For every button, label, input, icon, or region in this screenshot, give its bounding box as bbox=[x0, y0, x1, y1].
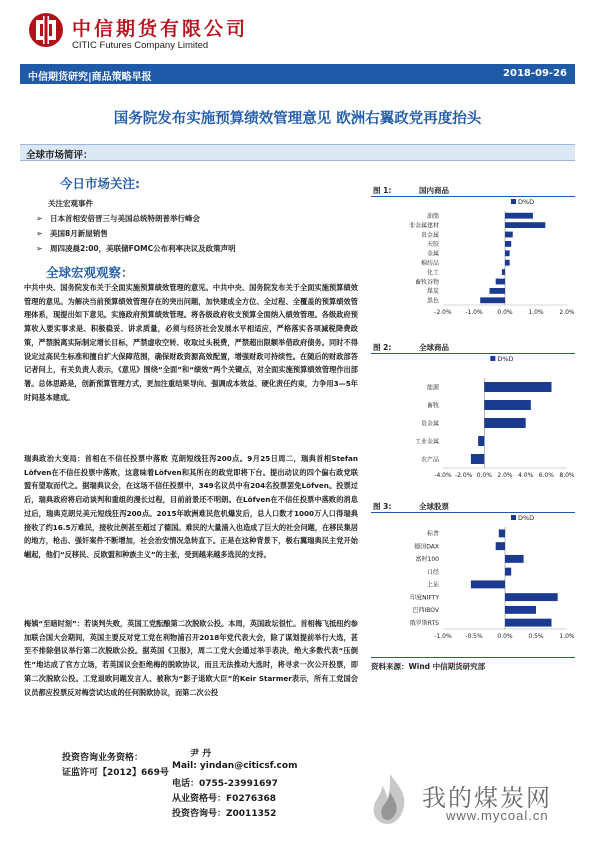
macro-paragraph-3: 梅姨“至暗时刻”：若谈判失败，英国工党酝酿第二次脱欧公投。本周，英国政坛很忙。首相梅飞抵纽约参加联合国大会期间，英国主要反对党工党在利物浦召开2018年党代表大会，除了谋划提前举行大选，甚至不排除倡议举行第二次脱欧公投。据英国《卫报》，周二工党大会通过举手表决，绝大多数代表“压倒性”地达成了官方立场，若英国议会拒绝梅的脱欧协议，而且无法推动大选时，将寻求一次公开投票，即第二次脱欧公投。工党退欧问题发言人、被称为“影子退欧大臣”的Keir Starmer表示，所有工党国会议员都应投票反对梅尝试达成的任何脱欧协议，而第二次公投 bbox=[24, 619, 358, 697]
legend-label: D%D bbox=[497, 355, 514, 363]
category-label: 棉纺品 bbox=[420, 260, 439, 267]
category-label: 贵金属 bbox=[420, 420, 439, 428]
chart-legend bbox=[511, 198, 534, 206]
category-label: 天胶 bbox=[426, 241, 439, 249]
chart-legend bbox=[511, 514, 534, 522]
category-label: 化工 bbox=[426, 269, 439, 277]
category-label: 畜牧谷物 bbox=[414, 278, 439, 286]
report-title: 国务院发布实施预算绩效管理意见 欧洲右翼政党再度抬头 bbox=[113, 111, 482, 127]
report-header bbox=[0, 0, 595, 62]
tick-label: -1.0% bbox=[434, 633, 452, 640]
analyst-cert-2: 投资咨询号：Z0011352 bbox=[172, 809, 277, 819]
category-label: 金属 bbox=[426, 250, 439, 258]
tick-label: 0.0% bbox=[476, 472, 492, 479]
category-label: 工业金属 bbox=[414, 438, 439, 446]
chart-global-equities bbox=[371, 513, 575, 647]
macro-paragraph-1: 中共中央、国务院发布关于全面实施预算绩效管理的意见。中共中央、国务院发布关于全面实施预算绩效管理的意见。为解决当前预算绩效管理存在的突出问题，加快建成全方位、全过程、全覆盖的预算绩效管理体系，现提出如下意见。实施政府预算绩效管理。将各级政府收支预算全面纳入绩效管理。各级政府预算收入要实事求是、积极稳妥、讲求质量，必须与经济社会发展水平相适应，严格落实各项减税降费政策，严禁脱离实际制定增长目标，严禁虚收空转、收取过头税费，严禁超出限额举借政府债务。同时不得设定过高民生标准和擅自扩大保障范围，确保财政资源高效配置，增强财政可持续性。在随后的财政部答记者问上，有关负责人表示，《意见》围绕“全面”和“绩效”两个关键点，对全面实施预算绩效管理作出部署。总体思路是，创新预算管理方式，更加注重结果导向、强调成本效益、硬化责任约束，力争用3—5年时间基本建成。 bbox=[24, 283, 358, 402]
watermark-text-en: www.mycoal.cn bbox=[446, 808, 549, 823]
category-label: 油脂 bbox=[426, 213, 439, 220]
figure-title bbox=[371, 340, 575, 354]
tick-label: -2.0% bbox=[434, 309, 452, 316]
bar bbox=[505, 260, 510, 266]
figure-title bbox=[371, 499, 575, 513]
company-name-cn: 中信期货有限公司 bbox=[72, 18, 249, 40]
bar bbox=[505, 568, 511, 576]
bar bbox=[480, 297, 505, 303]
list-item: ➢ 周四凌晨2:00，美联储FOMC公布利率决议及政策声明 bbox=[36, 244, 236, 253]
bar bbox=[505, 222, 545, 228]
bar bbox=[496, 542, 505, 550]
bar bbox=[505, 619, 552, 627]
tick-label: 8.0% bbox=[559, 472, 575, 479]
tick-label: -1.0% bbox=[465, 309, 483, 316]
bar bbox=[505, 213, 533, 219]
category-label: 印度NIFTY bbox=[410, 594, 439, 602]
figure-number: 图 1: bbox=[373, 186, 392, 195]
focus-heading: 今日市场关注: bbox=[60, 176, 140, 191]
legend-label: D%D bbox=[518, 198, 535, 206]
analyst-name: 尹 丹 bbox=[190, 749, 212, 759]
watermark-text-cn: 我的煤炭网 bbox=[422, 784, 552, 812]
bar bbox=[490, 288, 506, 294]
legend-swatch bbox=[490, 356, 495, 361]
report-category: 中信期货研究|商品策略早报 bbox=[28, 72, 152, 83]
flame-logo-icon bbox=[360, 770, 420, 830]
list-item: ➢ 美国8月新屋销售 bbox=[36, 229, 108, 238]
chart-domestic-commodities bbox=[371, 197, 575, 325]
category-label: 巴西IBOV bbox=[412, 607, 439, 615]
category-label: 农产品 bbox=[420, 456, 439, 464]
tick-label: 0.0% bbox=[497, 309, 513, 316]
bar bbox=[484, 418, 525, 428]
tick-label: 2.0% bbox=[497, 472, 513, 479]
legend-swatch bbox=[511, 515, 516, 520]
legend-swatch bbox=[511, 199, 516, 204]
category-label: 黑色 bbox=[426, 297, 439, 305]
watermark bbox=[360, 770, 590, 830]
figure-caption: 国内商品 bbox=[419, 186, 449, 195]
section-header bbox=[20, 144, 575, 161]
category-label: 非金属建材 bbox=[408, 222, 439, 230]
tick-label: -0.5% bbox=[465, 633, 483, 640]
bar bbox=[502, 269, 505, 275]
category-label: 日经 bbox=[426, 568, 439, 576]
category-label: 贵金属 bbox=[420, 231, 439, 239]
analyst-phone: 电话：0755-23991697 bbox=[172, 779, 278, 789]
category-label: 上证 bbox=[426, 581, 439, 589]
category-label: 能源 bbox=[426, 384, 439, 392]
bar bbox=[478, 436, 484, 446]
arrow-bullet-icon: ➢ bbox=[36, 229, 43, 238]
bar bbox=[471, 454, 484, 464]
bar bbox=[505, 555, 524, 563]
citic-logo-icon bbox=[28, 12, 64, 48]
bar bbox=[505, 593, 558, 601]
chart-global-commodities bbox=[371, 354, 575, 486]
arrow-bullet-icon: ➢ bbox=[36, 214, 43, 223]
bar bbox=[505, 606, 536, 614]
macro-paragraph-2: 瑞典政治大变局：首相在不信任投票中落败 克朗短线狂泻200点。9月25日周二，瑞典首相Stefan Löfven在不信任投票中落败，这意味着Löfven和其所在的政党即将下台。提出动议的四个偏右政党联盟有望取而代之。据瑞典议会，在这场不信任投票中，349名议员中有204名投票罢免Löfven。投票过后，瑞典政府将启动谈判和重组的漫长过程，目前前景还不明朗。在Löfven在不信任投票中落败的消息过后，瑞典克朗兑美元短线狂泻200点。2015年欧洲难民危机爆发后，总人口数才1000万人口得瑞典接收了约16.5万难民，接收比例甚至超过了德国。难民的大量涌入也造成了巨大的社会问题，在移民集居的地方，枪击、强奸案件不断增加，社会治安情况急转直下。正是在这种背景下，极右翼瑞典民主党开始崛起，他们“反移民、反欧盟和种族主义”的主张，受到越来越多选民的支持。 bbox=[24, 454, 358, 559]
analyst-cert-1: 从业资格号：F0276368 bbox=[172, 794, 276, 804]
bar bbox=[496, 279, 505, 285]
tick-label: 1.0% bbox=[559, 633, 575, 640]
category-label: 德国DAX bbox=[414, 543, 439, 551]
category-label: 俄罗斯RTS bbox=[409, 619, 439, 627]
macro-heading: 全球宏观观察： bbox=[46, 265, 134, 280]
figure-source: 资料来源：Wind 中信期货研究部 bbox=[371, 657, 575, 672]
figure-caption: 全球股票 bbox=[419, 502, 449, 511]
tick-label: -2.0% bbox=[454, 472, 473, 479]
chart-legend bbox=[490, 355, 513, 363]
focus-list bbox=[36, 211, 356, 256]
focus-label: 关注宏观事件 bbox=[48, 199, 93, 208]
category-label: 煤炭 bbox=[426, 288, 439, 296]
legend-label: D%D bbox=[518, 514, 535, 522]
analyst-email: Mail: yindan@citicsf.com bbox=[172, 761, 298, 771]
bar bbox=[505, 250, 510, 256]
section-title: 全球市场简评： bbox=[26, 150, 93, 161]
bar bbox=[471, 580, 505, 588]
tick-label: 1.0% bbox=[528, 309, 544, 316]
report-type-bar bbox=[20, 64, 575, 84]
category-label: 标普 bbox=[426, 530, 439, 538]
list-item: ➢ 日本首相安倍晋三与美国总统特朗普举行峰会 bbox=[36, 214, 200, 223]
tick-label: 6.0% bbox=[538, 472, 554, 479]
tick-label: -4.0% bbox=[434, 472, 452, 479]
arrow-bullet-icon: ➢ bbox=[36, 244, 43, 253]
figure-caption: 全球商品 bbox=[419, 343, 449, 352]
figure-number: 图 2: bbox=[373, 343, 392, 352]
tick-label: 0.5% bbox=[528, 633, 544, 640]
category-label: 富时100 bbox=[415, 556, 439, 564]
category-label: 畜牧 bbox=[426, 402, 439, 410]
report-date: 2018-09-26 bbox=[503, 68, 567, 79]
bar bbox=[484, 400, 531, 410]
license-label: 投资咨询业务资格： bbox=[62, 753, 144, 763]
figure-title bbox=[371, 183, 575, 197]
company-name-en: CITIC Futures Company Limited bbox=[72, 40, 209, 51]
bar bbox=[505, 241, 511, 247]
bar bbox=[499, 529, 505, 537]
tick-label: 2.0% bbox=[559, 309, 575, 316]
tick-label: 0.0% bbox=[497, 633, 513, 640]
bar bbox=[484, 382, 551, 392]
license-number: 证监许可【2012】669号 bbox=[62, 768, 169, 778]
tick-label: 4.0% bbox=[518, 472, 534, 479]
figure-number: 图 3: bbox=[373, 502, 392, 511]
bar bbox=[505, 232, 513, 238]
